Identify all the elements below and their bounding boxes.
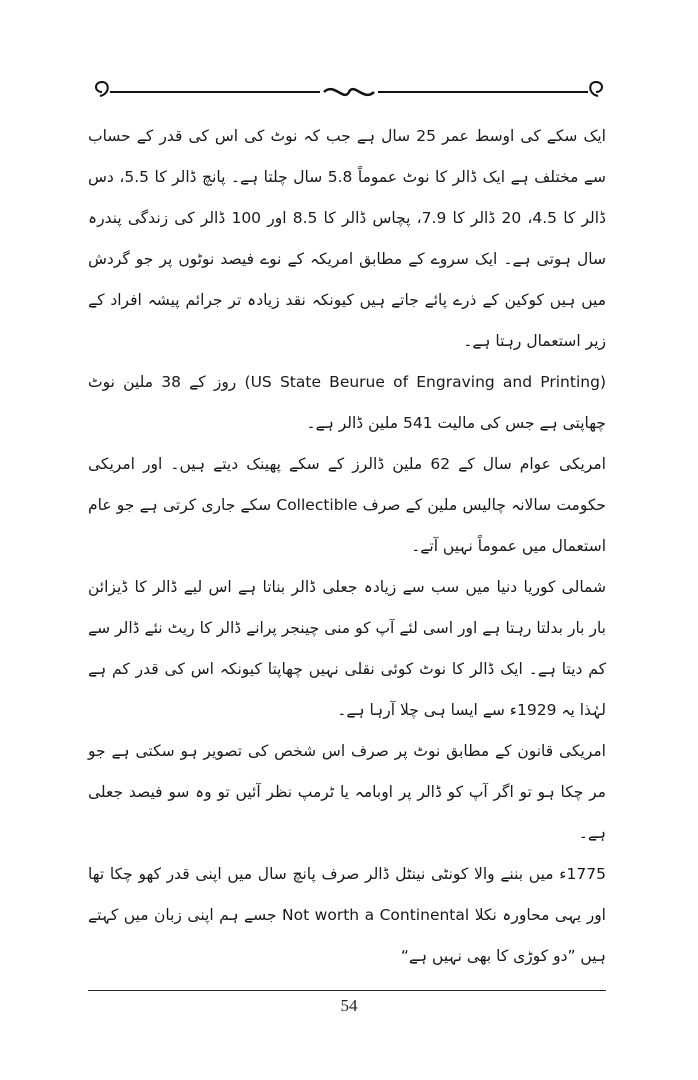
header-ornament <box>88 74 610 104</box>
paragraph-north-korea: شمالی کوریا دنیا میں سب سے زیادہ جعلی ڈالر بناتا ہے اس لیے ڈالر کا ڈیزائن بار بار بدلتا رہتا ہے اور اسی لئے آپ کو منی چینجر پرانے ڈالر کا ریٹ نئے ڈالر سے کم دیتا ہے۔ ایک ڈالر کا نوٹ کوئی نقلی نہیں چھاپتا کیونکہ اس کی قدر کم ہے لہٰذا یہ 1929ء سے ایسا ہی چلا آرہا ہے۔ <box>88 578 606 719</box>
paragraph-continental-dollar: 1775ء میں بننے والا کونٹی نینٹل ڈالر صرف پانچ سال میں اپنی قدر کھو چکا تھا اور یہی محاورہ نکلا Not worth a Continental جسے ہم اپنی زبان میں کہتے ہیں ”دو کوڑی کا بھی نہیں ہے“ <box>88 865 606 965</box>
paragraph-portrait-law: امریکی قانون کے مطابق نوٹ پر صرف اس شخص کی تصویر ہو سکتی ہے جو مر چکا ہو تو اگر آپ کو ڈالر پر اوبامہ یا ٹرمپ نظر آئیں تو وہ سو فیصد جعلی ہے۔ <box>88 742 606 842</box>
paragraph-bureau-engraving: (US State Beurue of Engraving and Printing) روز کے 38 ملین نوٹ چھاپتی ہے جس کی مالیت 541 ملین ڈالر ہے۔ <box>88 373 606 432</box>
footer-rule <box>88 990 606 991</box>
paragraph-coins-thrown: امریکی عوام سال کے 62 ملین ڈالرز کے سکے پھینک دیتے ہیں۔ اور امریکی حکومت سالانہ چالیس ملین کے صرف Collectible سکے جاری کرتی ہے جو عام استعمال میں عموماً نہیں آتے۔ <box>88 455 606 555</box>
page-body <box>88 116 606 977</box>
paragraph-coin-lifespan: ایک سکے کی اوسط عمر 25 سال ہے جب کہ نوٹ کی اس کی قدر کے حساب سے مختلف ہے ایک ڈالر کا نوٹ عموماً 5.8 سال چلتا ہے۔ پانچ ڈالر کا 5.5، دس ڈالر کا 4.5، 20 ڈالر کا 7.9، پچاس ڈالر کا 8.5 اور 100 ڈالر کی زندگی پندرہ سال ہوتی ہے۔ ایک سروے کے مطابق امریکہ کے نوے فیصد نوٹوں پر جو گردش میں ہیں کوکین کے ذرے پائے جاتے ہیں کیونکہ نقد زیادہ تر جرائم پیشہ افراد کے زیر استعمال رہتا ہے۔ <box>88 127 606 350</box>
page-number: 54 <box>340 996 358 1015</box>
